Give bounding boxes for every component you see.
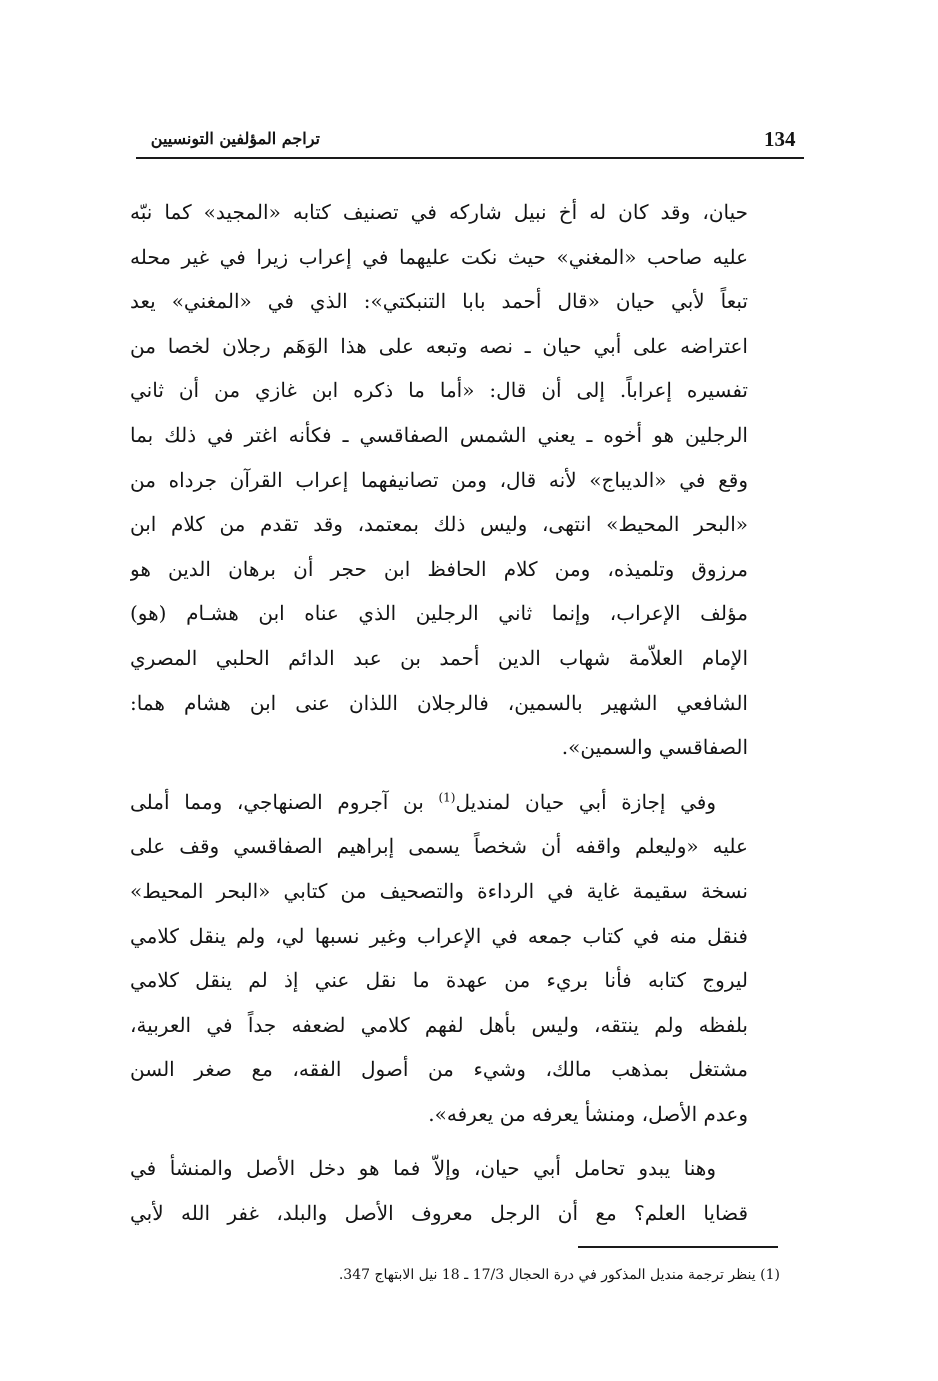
text-line: «البحر المحيط» انتهى، وليس ذلك بمعتمد، وقد تقدم من كلام ابن [130,512,748,537]
text-segment: وفي إجازة أبي حيان لمنديل [455,789,717,814]
text-line: مؤلف الإعراب، وإنما ثاني الرجلين الذي عناه ابن هشـام (هو) [130,601,748,626]
running-title: تراجم المؤلفين التونسيين [150,129,320,148]
paragraph-gap [130,1136,748,1146]
paragraph-1 [130,190,748,770]
text-line: الإمام العلاّمة شهاب الدين أحمد بن عبد الدائم الحلبي المصري [130,645,748,670]
text-line: وقع في «الديباج» لأنه قال، ومن تصانيفهما إعراب القرآن جرداه من [130,467,748,492]
text-line: الرجلين هو أخوه ـ يعني الشمس الصفاقسي ـ فكأنه اغتر في ذلك بما [130,422,748,447]
text-line: تبعاً لأبي حيان «قال أحمد بابا التنبكتي»: الذي في «المغني» يعد [130,289,748,314]
text-line: مرزوق وتلميذه، ومن كلام الحافظ ابن حجر أن برهان الدين هو [130,556,748,581]
text-line: الشافعي الشهير بالسمين، فالرجلان اللذان عنى ابن هشام هما: [130,690,748,715]
footnote: (1) ينظر ترجمة منديل المذكور في درة الحجال 17/3 ـ 18 نيل الابتهاج 347. [338,1267,780,1283]
text-line: حيان، وقد كان له أخ نبيل شاركه في تصنيف كتابه «المجيد» كما نبّه [130,200,748,224]
text-line [130,780,748,825]
text-line: مشتغل بمذهب مالك، وشيء من أصول الفقه، مع صغر السن [130,1057,748,1082]
paragraph-gap [130,770,748,780]
text-line: تفسيره إعراباً. إلى أن قال: «أما ما ذكره ابن غازي من أن ثاني [130,378,748,403]
body-text [130,190,748,1236]
text-line: عليه صاحب «المغني» حيث نكت عليهما في إعراب زيرا في غير محله [130,244,748,269]
page-number: 134 [764,127,796,151]
text-line: ليروج كتابه فأنا بريء من عهدة ما نقل عني إذ لم ينقل كلامي [130,968,748,993]
text-line: عليه «وليعلم واقفه أن شخصاً يسمى إبراهيم الصفاقسي وقف على [130,834,748,859]
text-line: اعتراضه على أبي حيان ـ نصه وتبعه على هذا الوَهَم رجلان لخصا من [130,333,748,358]
text-line: وعدم الأصل، ومنشأ يعرفه من يعرفه». [428,1101,748,1126]
text-line: فنقل منه في كتاب جمعه في الإعراب وغير نسبها لي، ولم ينقل كلامي [130,923,748,948]
text-line: وهنا يبدو تحامل أبي حيان، وإلاّ فما هو دخل الأصل والمنشأ في [130,1156,716,1181]
paragraph-2 [130,780,748,1137]
text-line: نسخة سقيمة غاية في الرداءة والتصحيف من كتابي «البحر المحيط» [130,878,748,903]
text-segment: بن آجروم الصنهاجي، ومما أملى [130,789,439,814]
text-line: قضايا العلم؟ مع أن الرجل معروف الأصل والبلد، غفر الله لأبي [130,1201,748,1226]
text-line: بلفظه ولم ينتقه، وليس بأهل لفهم كلامي لضعفه جداً في العربية، [130,1012,748,1037]
footnote-rule [578,1246,778,1248]
text-line: الصفاقسي والسمين». [561,735,748,760]
header-rule [136,157,804,159]
footnote-marker: (1) [438,790,456,805]
paragraph-3 [130,1146,748,1235]
